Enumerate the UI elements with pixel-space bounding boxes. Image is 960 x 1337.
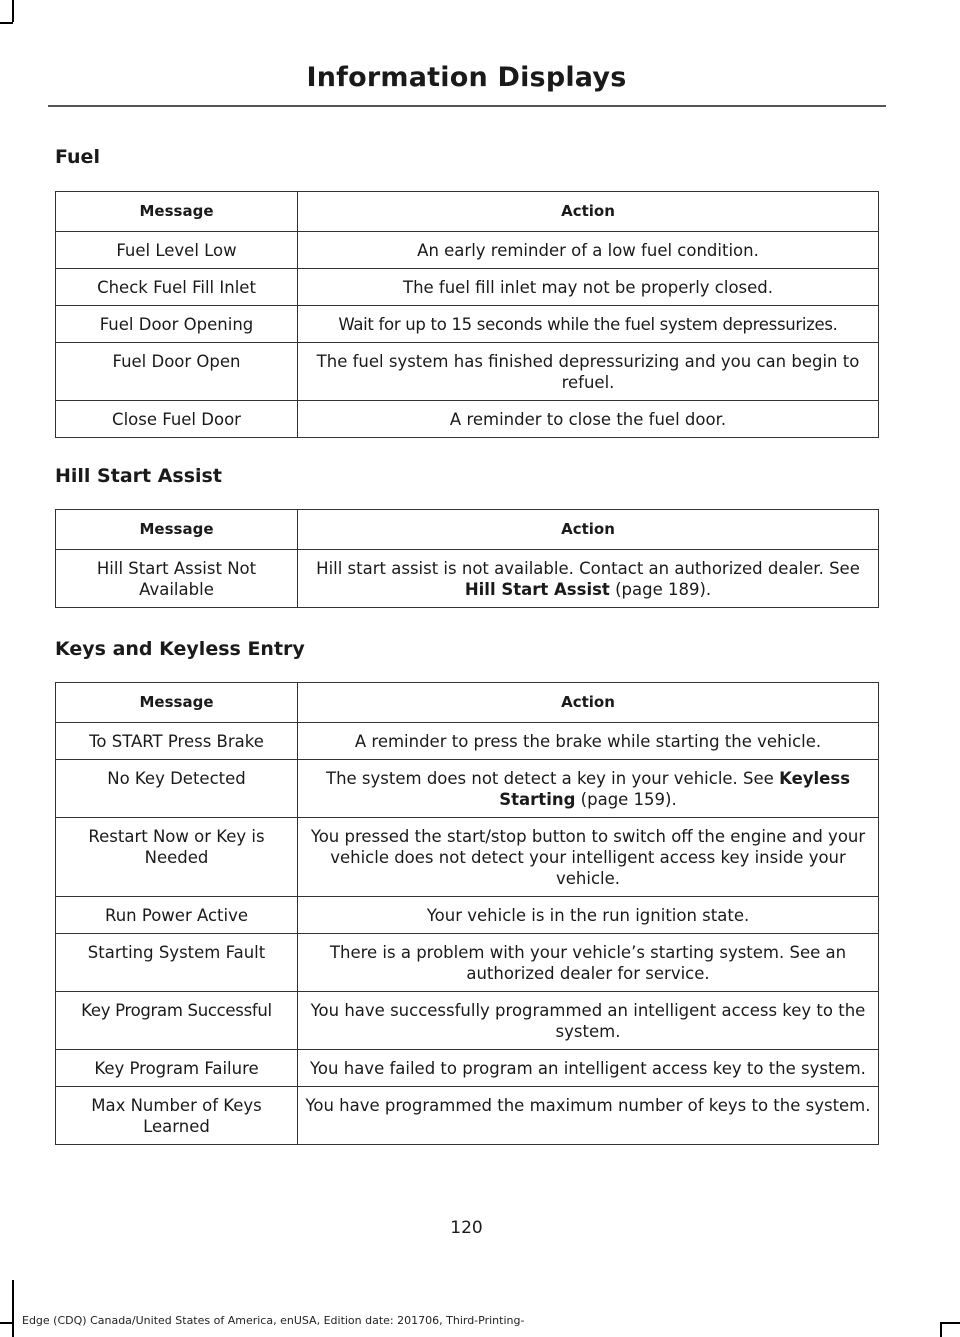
action-cell: The fuel system has finished depressurizing and you can begin to refuel. xyxy=(298,343,879,401)
hill-start-assist-table xyxy=(55,509,879,608)
keys-table xyxy=(55,682,879,1145)
table-header-row xyxy=(56,192,879,232)
table-row xyxy=(56,934,879,992)
message-cell: Key Program Failure xyxy=(56,1050,298,1087)
message-cell: Fuel Door Open xyxy=(56,343,298,401)
page-reference: (page 189). xyxy=(609,580,712,599)
page-number: 120 xyxy=(450,1218,483,1238)
message-cell: Starting System Fault xyxy=(56,934,298,992)
action-cell xyxy=(298,550,879,608)
table-row xyxy=(56,401,879,438)
message-cell: To START Press Brake xyxy=(56,723,298,760)
footer-edition: Edge (CDQ) Canada/United States of America, enUSA, Edition date: 201706, Third-Printing- xyxy=(22,1314,525,1327)
action-cell: Wait for up to 15 seconds while the fuel system depressurizes. xyxy=(298,306,879,343)
action-cell: You have failed to program an intelligent access key to the system. xyxy=(298,1050,879,1087)
message-cell: Run Power Active xyxy=(56,897,298,934)
message-cell: Check Fuel Fill Inlet xyxy=(56,269,298,306)
action-cell: Your vehicle is in the run ignition state. xyxy=(298,897,879,934)
message-cell: Restart Now or Key is Needed xyxy=(56,818,298,897)
table-row xyxy=(56,269,879,306)
table-row xyxy=(56,992,879,1050)
section-title-hill-start-assist: Hill Start Assist xyxy=(55,465,222,487)
message-cell: Max Number of Keys Learned xyxy=(56,1087,298,1145)
table-row xyxy=(56,897,879,934)
action-text: The system does not detect a key in your vehicle. See xyxy=(325,769,780,788)
table-row xyxy=(56,343,879,401)
message-cell: Key Program Successful xyxy=(56,992,298,1050)
action-cell: The fuel fill inlet may not be properly closed. xyxy=(298,269,879,306)
table-header-row xyxy=(56,510,879,550)
column-header-message: Message xyxy=(56,192,298,232)
page-title: Information Displays xyxy=(306,62,627,93)
table-row xyxy=(56,818,879,897)
action-cell: You pressed the start/stop button to switch off the engine and your vehicle does not detect your intelligent access key inside your vehicle. xyxy=(298,818,879,897)
table-row xyxy=(56,550,879,608)
message-cell: No Key Detected xyxy=(56,760,298,818)
cross-reference-link[interactable]: Hill Start Assist xyxy=(464,580,610,599)
action-cell xyxy=(298,760,879,818)
action-cell: A reminder to press the brake while starting the vehicle. xyxy=(298,723,879,760)
table-row xyxy=(56,1087,879,1145)
message-cell: Fuel Level Low xyxy=(56,232,298,269)
crop-mark xyxy=(12,1280,14,1337)
cross-reference-link[interactable]: Keyless Starting xyxy=(499,769,851,809)
action-cell: You have successfully programmed an intelligent access key to the system. xyxy=(298,992,879,1050)
table-header-row xyxy=(56,683,879,723)
action-cell: An early reminder of a low fuel condition. xyxy=(298,232,879,269)
action-cell: A reminder to close the fuel door. xyxy=(298,401,879,438)
table-row xyxy=(56,1050,879,1087)
message-cell: Fuel Door Opening xyxy=(56,306,298,343)
column-header-action: Action xyxy=(298,683,879,723)
crop-mark xyxy=(940,1322,960,1324)
crop-mark xyxy=(940,1322,942,1337)
action-cell: There is a problem with your vehicle’s starting system. See an authorized dealer for service. xyxy=(298,934,879,992)
section-title-fuel: Fuel xyxy=(55,146,100,168)
message-cell: Hill Start Assist Not Available xyxy=(56,550,298,608)
crop-mark xyxy=(12,0,14,22)
column-header-action: Action xyxy=(298,510,879,550)
message-cell: Close Fuel Door xyxy=(56,401,298,438)
title-divider xyxy=(48,105,886,107)
section-title-keys: Keys and Keyless Entry xyxy=(55,638,305,660)
table-row xyxy=(56,232,879,269)
crop-mark xyxy=(0,1322,12,1324)
action-text: Hill start assist is not available. Contact an authorized dealer. See xyxy=(316,559,860,578)
table-row xyxy=(56,306,879,343)
page-reference: (page 159). xyxy=(575,790,677,809)
column-header-action: Action xyxy=(298,192,879,232)
table-row xyxy=(56,760,879,818)
table-row xyxy=(56,723,879,760)
action-cell: You have programmed the maximum number of keys to the system. xyxy=(298,1087,879,1145)
column-header-message: Message xyxy=(56,683,298,723)
fuel-table xyxy=(55,191,879,438)
crop-mark xyxy=(0,22,13,24)
column-header-message: Message xyxy=(56,510,298,550)
